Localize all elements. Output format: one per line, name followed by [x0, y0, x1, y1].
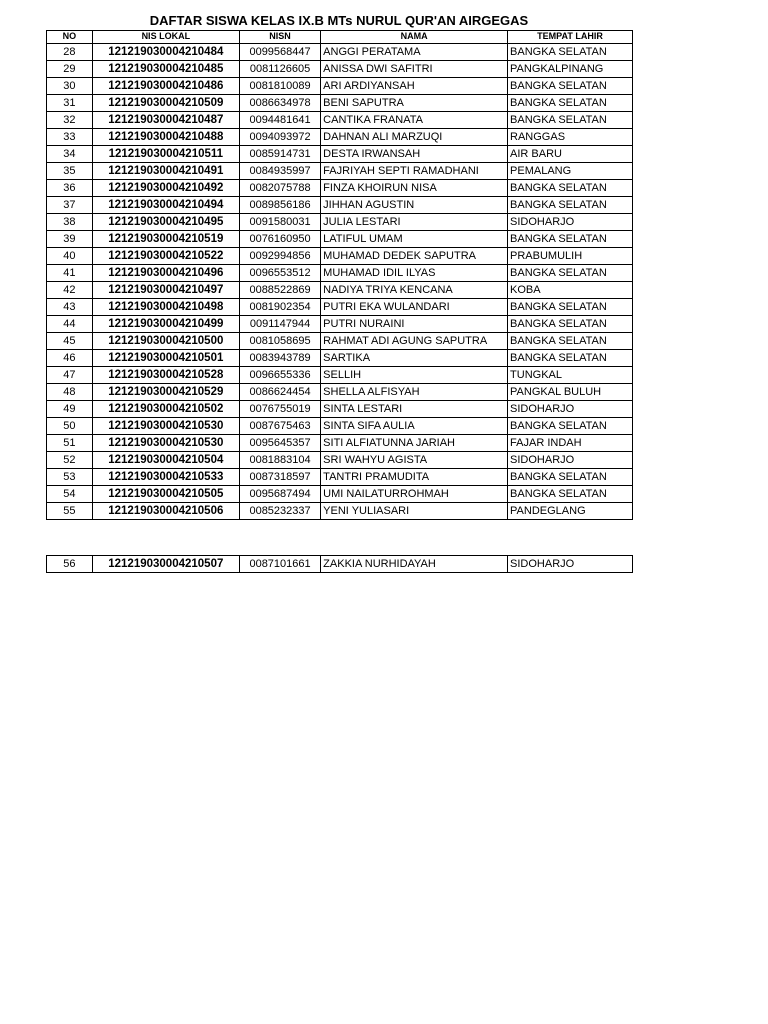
table-row	[47, 180, 633, 197]
cell-nama: NADIYA TRIYA KENCANA	[321, 282, 508, 299]
cell-tempat-lahir: BANGKA SELATAN	[508, 486, 633, 503]
cell-no: 56	[47, 556, 93, 573]
cell-nama: SRI WAHYU AGISTA	[321, 452, 508, 469]
cell-nisn: 0087675463	[239, 418, 320, 435]
cell-no: 41	[47, 265, 93, 282]
cell-nis-lokal: 121219030004210488	[92, 129, 239, 146]
table-row	[47, 61, 633, 78]
cell-nisn: 0088522869	[239, 282, 320, 299]
cell-nis-lokal: 121219030004210528	[92, 367, 239, 384]
cell-nis-lokal: 121219030004210497	[92, 282, 239, 299]
cell-no: 48	[47, 384, 93, 401]
cell-nis-lokal: 121219030004210530	[92, 435, 239, 452]
cell-nis-lokal: 121219030004210505	[92, 486, 239, 503]
cell-no: 43	[47, 299, 93, 316]
cell-nama: MUHAMAD DEDEK SAPUTRA	[321, 248, 508, 265]
cell-nisn: 0081902354	[239, 299, 320, 316]
table-row	[47, 316, 633, 333]
cell-no: 33	[47, 129, 93, 146]
header-no: NO	[47, 31, 93, 44]
table-body	[47, 44, 633, 520]
cell-nis-lokal: 121219030004210487	[92, 112, 239, 129]
cell-no: 47	[47, 367, 93, 384]
cell-nis-lokal: 121219030004210511	[92, 146, 239, 163]
document-title: DAFTAR SISWA KELAS IX.B MTs NURUL QUR'AN AIRGEGAS	[149, 13, 529, 28]
cell-tempat-lahir: BANGKA SELATAN	[508, 350, 633, 367]
cell-nis-lokal: 121219030004210484	[92, 44, 239, 61]
cell-tempat-lahir: PANDEGLANG	[508, 503, 633, 520]
cell-nama: RAHMAT ADI AGUNG SAPUTRA	[321, 333, 508, 350]
cell-tempat-lahir: KOBA	[508, 282, 633, 299]
cell-nisn: 0081058695	[239, 333, 320, 350]
table-row	[47, 486, 633, 503]
cell-nama: FINZA KHOIRUN NISA	[321, 180, 508, 197]
cell-tempat-lahir: PANGKALPINANG	[508, 61, 633, 78]
cell-nama: FAJRIYAH SEPTI RAMADHANI	[321, 163, 508, 180]
table-row	[47, 146, 633, 163]
cell-tempat-lahir: BANGKA SELATAN	[508, 180, 633, 197]
cell-nama: SHELLA ALFISYAH	[321, 384, 508, 401]
cell-nis-lokal: 121219030004210522	[92, 248, 239, 265]
cell-tempat-lahir: AIR BARU	[508, 146, 633, 163]
cell-tempat-lahir: FAJAR INDAH	[508, 435, 633, 452]
cell-nis-lokal: 121219030004210501	[92, 350, 239, 367]
cell-nama: SITI ALFIATUNNA JARIAH	[321, 435, 508, 452]
cell-nama: JIHHAN AGUSTIN	[321, 197, 508, 214]
table-row	[47, 163, 633, 180]
cell-tempat-lahir: SIDOHARJO	[508, 214, 633, 231]
cell-no: 34	[47, 146, 93, 163]
header-nama: NAMA	[321, 31, 508, 44]
cell-tempat-lahir: BANGKA SELATAN	[508, 265, 633, 282]
student-table-extra	[46, 555, 633, 573]
cell-tempat-lahir: SIDOHARJO	[508, 401, 633, 418]
cell-no: 39	[47, 231, 93, 248]
cell-no: 55	[47, 503, 93, 520]
cell-nis-lokal: 121219030004210499	[92, 316, 239, 333]
table-row	[47, 231, 633, 248]
cell-nisn: 0091580031	[239, 214, 320, 231]
cell-nama: MUHAMAD IDIL ILYAS	[321, 265, 508, 282]
cell-nis-lokal: 121219030004210486	[92, 78, 239, 95]
cell-nis-lokal: 121219030004210529	[92, 384, 239, 401]
cell-nisn: 0092994856	[239, 248, 320, 265]
cell-nama: DAHNAN ALI MARZUQI	[321, 129, 508, 146]
cell-nama: LATIFUL UMAM	[321, 231, 508, 248]
cell-nis-lokal: 121219030004210485	[92, 61, 239, 78]
table-row	[47, 282, 633, 299]
cell-nisn: 0083943789	[239, 350, 320, 367]
header-nis-lokal: NIS LOKAL	[92, 31, 239, 44]
cell-tempat-lahir: BANGKA SELATAN	[508, 418, 633, 435]
cell-no: 42	[47, 282, 93, 299]
cell-no: 28	[47, 44, 93, 61]
cell-nis-lokal: 121219030004210494	[92, 197, 239, 214]
cell-nis-lokal: 121219030004210500	[92, 333, 239, 350]
cell-nis-lokal: 121219030004210495	[92, 214, 239, 231]
cell-no: 36	[47, 180, 93, 197]
cell-nama: PUTRI EKA WULANDARI	[321, 299, 508, 316]
cell-nama: SINTA LESTARI	[321, 401, 508, 418]
cell-nama: ANGGI PERATAMA	[321, 44, 508, 61]
cell-tempat-lahir: PEMALANG	[508, 163, 633, 180]
cell-nisn: 0085232337	[239, 503, 320, 520]
cell-nis-lokal: 121219030004210509	[92, 95, 239, 112]
cell-tempat-lahir: TUNGKAL	[508, 367, 633, 384]
cell-nisn: 0076160950	[239, 231, 320, 248]
table-row	[47, 503, 633, 520]
student-table	[46, 30, 633, 520]
cell-no: 51	[47, 435, 93, 452]
cell-no: 35	[47, 163, 93, 180]
cell-no: 40	[47, 248, 93, 265]
cell-no: 31	[47, 95, 93, 112]
table-row	[47, 44, 633, 61]
cell-nis-lokal: 121219030004210506	[92, 503, 239, 520]
table-row	[47, 333, 633, 350]
cell-nisn: 0086634978	[239, 95, 320, 112]
cell-tempat-lahir: BANGKA SELATAN	[508, 231, 633, 248]
cell-nisn: 0081883104	[239, 452, 320, 469]
table-row	[47, 265, 633, 282]
table-row	[47, 556, 633, 573]
cell-tempat-lahir: PRABUMULIH	[508, 248, 633, 265]
cell-nis-lokal: 121219030004210491	[92, 163, 239, 180]
cell-nama: SARTIKA	[321, 350, 508, 367]
cell-nama: SELLIH	[321, 367, 508, 384]
cell-tempat-lahir: BANGKA SELATAN	[508, 78, 633, 95]
cell-tempat-lahir: BANGKA SELATAN	[508, 299, 633, 316]
cell-nisn: 0091147944	[239, 316, 320, 333]
cell-nisn: 0096655336	[239, 367, 320, 384]
cell-nisn: 0089856186	[239, 197, 320, 214]
table-row	[47, 367, 633, 384]
cell-nis-lokal: 121219030004210502	[92, 401, 239, 418]
table-header-row	[47, 31, 633, 44]
cell-nisn: 0086624454	[239, 384, 320, 401]
cell-nama: JULIA LESTARI	[321, 214, 508, 231]
table-row	[47, 214, 633, 231]
cell-nama: SINTA SIFA AULIA	[321, 418, 508, 435]
cell-nis-lokal: 121219030004210533	[92, 469, 239, 486]
cell-nis-lokal: 121219030004210519	[92, 231, 239, 248]
table-row	[47, 129, 633, 146]
cell-nisn: 0094093972	[239, 129, 320, 146]
cell-nama: YENI YULIASARI	[321, 503, 508, 520]
cell-nisn: 0095687494	[239, 486, 320, 503]
cell-nisn: 0082075788	[239, 180, 320, 197]
cell-nis-lokal: 121219030004210507	[92, 556, 239, 573]
table-row	[47, 384, 633, 401]
cell-nis-lokal: 121219030004210496	[92, 265, 239, 282]
cell-no: 52	[47, 452, 93, 469]
cell-nisn: 0084935997	[239, 163, 320, 180]
cell-tempat-lahir: BANGKA SELATAN	[508, 316, 633, 333]
cell-no: 49	[47, 401, 93, 418]
cell-nama: TANTRI PRAMUDITA	[321, 469, 508, 486]
cell-no: 53	[47, 469, 93, 486]
cell-tempat-lahir: SIDOHARJO	[508, 452, 633, 469]
table-row	[47, 401, 633, 418]
cell-nisn: 0081126605	[239, 61, 320, 78]
cell-nisn: 0095645357	[239, 435, 320, 452]
cell-no: 30	[47, 78, 93, 95]
table-row	[47, 197, 633, 214]
table-row	[47, 469, 633, 486]
cell-tempat-lahir: BANGKA SELATAN	[508, 44, 633, 61]
cell-no: 38	[47, 214, 93, 231]
cell-nisn: 0099568447	[239, 44, 320, 61]
cell-tempat-lahir: BANGKA SELATAN	[508, 333, 633, 350]
table-row	[47, 435, 633, 452]
cell-tempat-lahir: BANGKA SELATAN	[508, 197, 633, 214]
cell-nis-lokal: 121219030004210504	[92, 452, 239, 469]
cell-no: 45	[47, 333, 93, 350]
cell-nama: BENI SAPUTRA	[321, 95, 508, 112]
table-row	[47, 452, 633, 469]
table-row	[47, 350, 633, 367]
cell-no: 46	[47, 350, 93, 367]
cell-nama: ARI ARDIYANSAH	[321, 78, 508, 95]
cell-no: 54	[47, 486, 93, 503]
cell-nisn: 0076755019	[239, 401, 320, 418]
cell-no: 44	[47, 316, 93, 333]
header-tempat-lahir: TEMPAT LAHIR	[508, 31, 633, 44]
cell-tempat-lahir: BANGKA SELATAN	[508, 112, 633, 129]
cell-tempat-lahir: SIDOHARJO	[508, 556, 633, 573]
cell-no: 29	[47, 61, 93, 78]
cell-tempat-lahir: PANGKAL BULUH	[508, 384, 633, 401]
table-row	[47, 95, 633, 112]
cell-nama: PUTRI NURAINI	[321, 316, 508, 333]
cell-no: 32	[47, 112, 93, 129]
cell-nama: CANTIKA FRANATA	[321, 112, 508, 129]
cell-tempat-lahir: BANGKA SELATAN	[508, 469, 633, 486]
table-row	[47, 248, 633, 265]
cell-nisn: 0081810089	[239, 78, 320, 95]
cell-nisn: 0087318597	[239, 469, 320, 486]
table-row	[47, 78, 633, 95]
cell-nisn: 0094481641	[239, 112, 320, 129]
cell-nis-lokal: 121219030004210530	[92, 418, 239, 435]
cell-tempat-lahir: RANGGAS	[508, 129, 633, 146]
table-row	[47, 112, 633, 129]
cell-nama: UMI NAILATURROHMAH	[321, 486, 508, 503]
table-row	[47, 299, 633, 316]
cell-nis-lokal: 121219030004210498	[92, 299, 239, 316]
cell-nis-lokal: 121219030004210492	[92, 180, 239, 197]
cell-nama: DESTA IRWANSAH	[321, 146, 508, 163]
cell-nama: ANISSA DWI SAFITRI	[321, 61, 508, 78]
cell-nisn: 0096553512	[239, 265, 320, 282]
cell-nisn: 0087101661	[239, 556, 320, 573]
cell-no: 37	[47, 197, 93, 214]
table-body-extra	[47, 556, 633, 573]
cell-nama: ZAKKIA NURHIDAYAH	[321, 556, 508, 573]
cell-tempat-lahir: BANGKA SELATAN	[508, 95, 633, 112]
cell-nisn: 0085914731	[239, 146, 320, 163]
header-nisn: NISN	[239, 31, 320, 44]
table-row	[47, 418, 633, 435]
cell-no: 50	[47, 418, 93, 435]
